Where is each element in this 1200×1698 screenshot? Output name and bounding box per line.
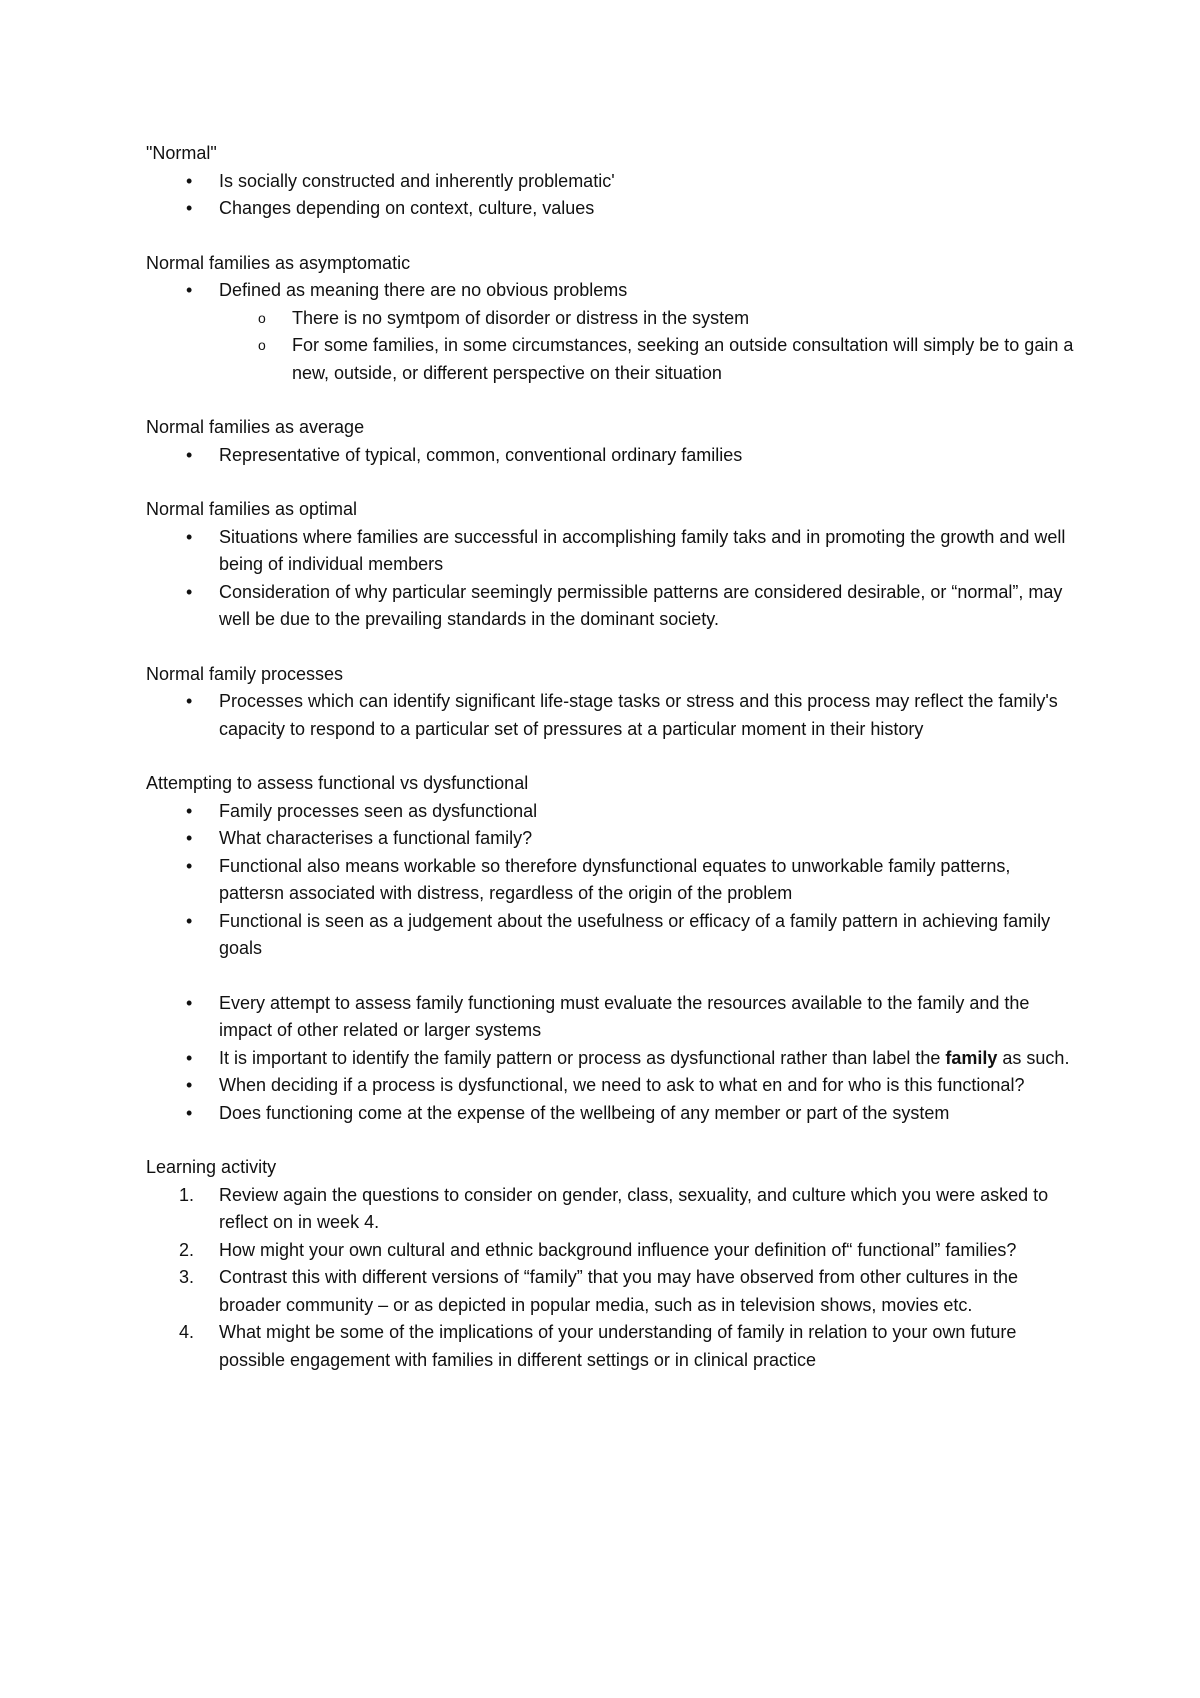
list-item: • Changes depending on context, culture, values: [146, 195, 1076, 223]
list-item: • Consideration of why particular seemingly permissible patterns are considered desirable, or “normal”, may well be due to the prevailing standards in the dominant society.: [146, 579, 1076, 634]
list-item: • Family processes seen as dysfunctional: [146, 798, 1076, 826]
bullet-list: [146, 688, 1076, 743]
sub-bullet-list: [146, 305, 1076, 388]
bullet-icon: •: [186, 581, 193, 602]
bullet-icon: •: [186, 1075, 193, 1095]
bullet-icon: •: [186, 1047, 193, 1068]
list-item: • Does functioning come at the expense of the wellbeing of any member or part of the system: [146, 1100, 1076, 1128]
bullet-icon: •: [186, 280, 193, 300]
document-page: [146, 140, 1076, 1401]
numbered-item: 1. Review again the questions to consider on gender, class, sexuality, and culture which you were asked to reflect on in week 4.: [146, 1182, 1076, 1237]
list-item: • Defined as meaning there are no obvious problems o There is no symtpom of disorder or distress in the system o For some families, in some circumstances, seeking an outside consultation will simply be to gain a new, outside, or different perspective on their situation: [146, 277, 1076, 387]
list-item: • Is socially constructed and inherently problematic': [146, 168, 1076, 196]
section-normal: [146, 140, 1076, 223]
numbered-item: 4. What might be some of the implications of your understanding of family in relation to your own future possible engagement with families in different settings or in clinical practice: [146, 1319, 1076, 1374]
bullet-list: [146, 798, 1076, 963]
bullet-icon: •: [186, 170, 193, 191]
section-heading: Attempting to assess functional vs dysfunctional: [146, 773, 529, 793]
list-item: • Functional also means workable so therefore dynsfunctional equates to unworkable family patterns, pattersn associated with distress, regardless of the origin of the problem: [146, 853, 1076, 908]
bullet-icon: •: [186, 526, 193, 547]
section-average: [146, 414, 1076, 469]
bullet-list: [146, 168, 1076, 223]
bullet-list: [146, 524, 1076, 634]
bullet-icon: •: [186, 855, 193, 876]
list-item: • Every attempt to assess family functioning must evaluate the resources available to the family and the impact of other related or larger systems: [146, 990, 1076, 1045]
section-heading: Normal family processes: [146, 663, 344, 684]
list-item: • It is important to identify the family pattern or process as dysfunctional rather than label the family as such.: [146, 1045, 1076, 1073]
bullet-icon: •: [186, 828, 193, 848]
numbered-list: [146, 1182, 1076, 1375]
item-number: 2.: [179, 1239, 195, 1260]
bullet-list: [146, 277, 1076, 387]
bullet-icon: •: [186, 800, 193, 821]
bullet-icon: •: [186, 691, 193, 711]
numbered-item: 3. Contrast this with different versions of “family” that you may have observed from other cultures in the broader community – or as depicted in popular media, such as in television shows, movies etc.: [146, 1264, 1076, 1319]
section-heading: "Normal": [146, 143, 217, 163]
item-number: 4.: [179, 1322, 195, 1342]
sub-list-item: o There is no symtpom of disorder or distress in the system: [146, 305, 1076, 333]
numbered-item: 2. How might your own cultural and ethnic background influence your definition of“ functional” families?: [146, 1237, 1076, 1265]
bullet-icon: •: [186, 444, 193, 465]
section-heading: Normal families as average: [146, 417, 365, 437]
bullet-list: [146, 442, 1076, 470]
section-optimal: [146, 496, 1076, 634]
sub-list-item: o For some families, in some circumstances, seeking an outside consultation will simply be to gain a new, outside, or different perspective on their situation: [146, 332, 1076, 387]
section-learning-activity: [146, 1154, 1076, 1374]
bold-text: family: [945, 1047, 998, 1068]
item-number: 3.: [179, 1267, 195, 1287]
section-heading: Normal families as asymptomatic: [146, 252, 411, 273]
list-item: • Representative of typical, common, conventional ordinary families: [146, 442, 1076, 470]
section-asymptomatic: [146, 250, 1076, 388]
bullet-icon: •: [186, 910, 193, 931]
item-number: 1.: [179, 1184, 195, 1205]
bullet-icon: •: [186, 992, 193, 1013]
section-heading: Normal families as optimal: [146, 499, 358, 519]
bullet-list: [146, 990, 1076, 1128]
circle-bullet-icon: o: [258, 309, 266, 326]
list-item: • When deciding if a process is dysfunctional, we need to ask to what en and for who is this functional?: [146, 1072, 1076, 1100]
bullet-icon: •: [186, 198, 193, 218]
section-functional: [146, 770, 1076, 1127]
circle-bullet-icon: o: [258, 337, 266, 353]
list-item: • Processes which can identify significant life-stage tasks or stress and this process may reflect the family's capacity to respond to a particular set of pressures at a particular moment in their history: [146, 688, 1076, 743]
spacer: [146, 963, 1076, 990]
list-item: • Situations where families are successful in accomplishing family taks and in promoting the growth and well being of individual members: [146, 524, 1076, 579]
bullet-icon: •: [186, 1102, 193, 1123]
section-processes: [146, 661, 1076, 744]
list-item: • Functional is seen as a judgement about the usefulness or efficacy of a family pattern in achieving family goals: [146, 908, 1076, 963]
list-item: • What characterises a functional family?: [146, 825, 1076, 853]
section-heading: Learning activity: [146, 1157, 277, 1177]
